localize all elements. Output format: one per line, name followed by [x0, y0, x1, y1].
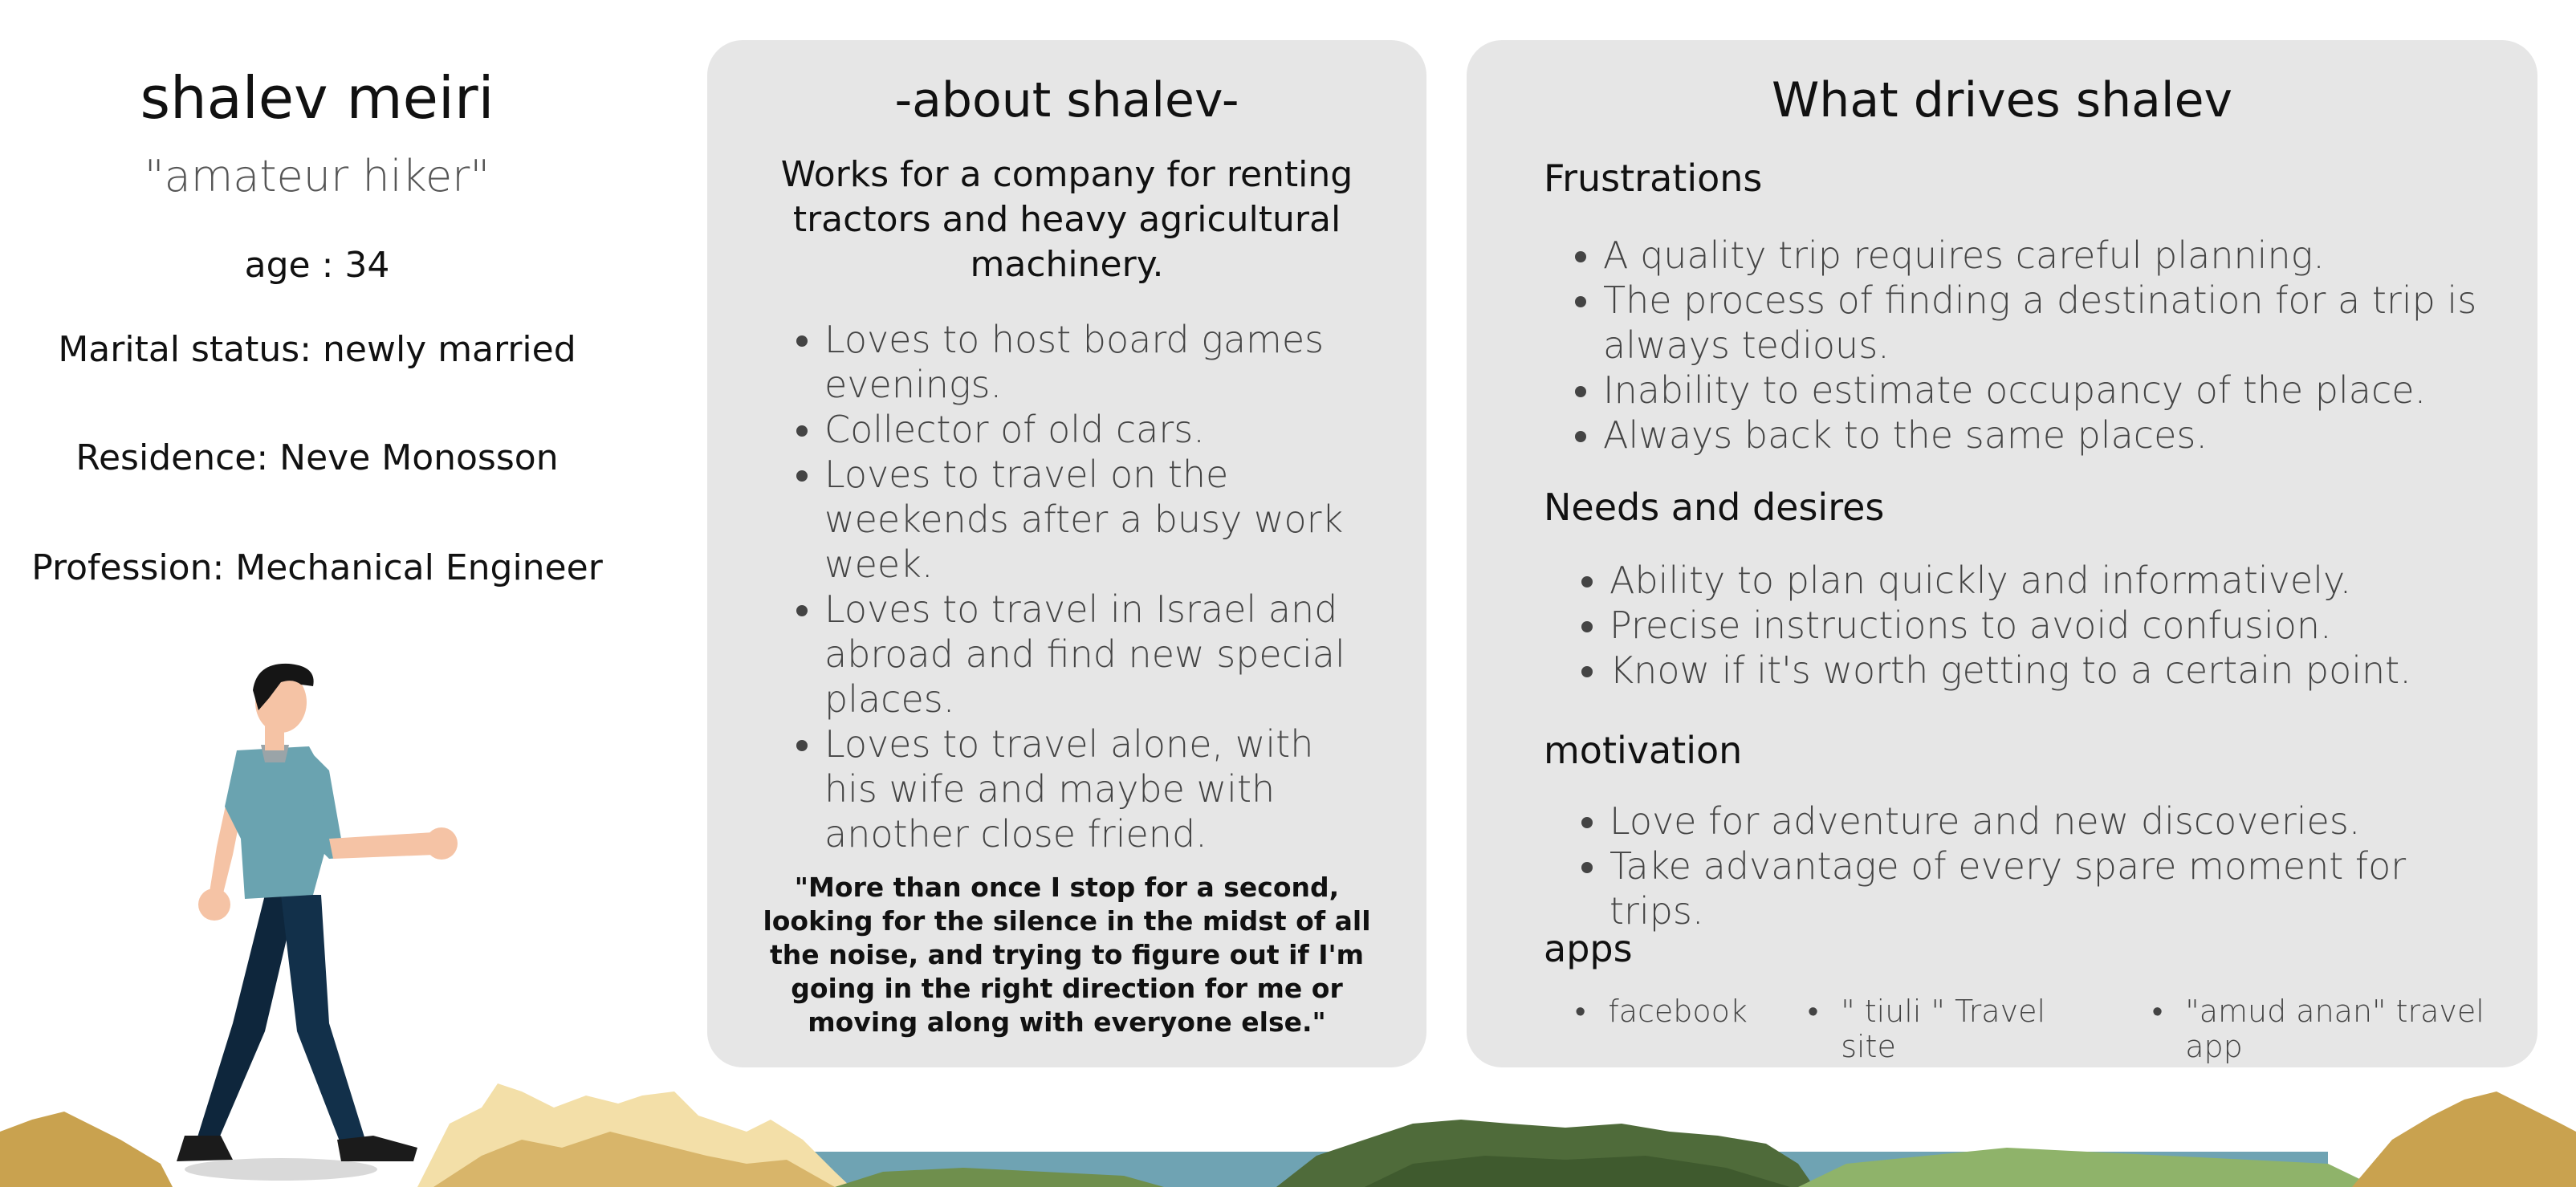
persona-profession: Profession: Mechanical Engineer: [31, 547, 603, 588]
persona-quote: "More than once I stop for a second, looking for the silence in the midst of all the noise, and trying to figure out if I'm going in the right direction for me or moving along with everyone else.": [763, 872, 1371, 1038]
persona-residence: Residence: Neve Monosson: [75, 437, 559, 478]
about-intro: Works for a company for renting tractors and heavy agricultural machinery.: [780, 154, 1353, 285]
drives-card: [1467, 40, 2537, 1067]
app-item-amud-anan: "amud anan" travel app: [2185, 994, 2484, 1064]
persona-tagline: "amateur hiker": [144, 151, 490, 201]
persona-marital-status: Marital status: newly married: [58, 329, 576, 370]
persona-age: age : 34: [244, 245, 390, 286]
about-title: -about shalev-: [894, 72, 1239, 128]
apps-heading: apps: [1544, 927, 1633, 970]
motivation-list: [1609, 799, 2489, 933]
walking-person-illustration: [169, 654, 474, 1184]
list-item: • Love for adventure and new discoveries.: [1609, 799, 2489, 844]
bullet-icon: •: [1807, 994, 1819, 1029]
needs-list: [1609, 558, 2489, 693]
list-item: • Always back to the same places.: [1603, 413, 2489, 457]
list-item: • Know if it's worth getting to a certain point.: [1609, 648, 2489, 693]
needs-heading: Needs and desires: [1544, 486, 1885, 529]
list-item: • Loves to travel in Israel and abroad and find new special places.: [824, 587, 1370, 722]
list-item: • Inability to estimate occupancy of the place.: [1603, 368, 2489, 413]
drives-title: What drives shalev: [1771, 72, 2233, 128]
list-item: • Collector of old cars.: [824, 407, 1370, 452]
list-item: • Loves to travel alone, with his wife and maybe with another close friend.: [824, 722, 1370, 856]
list-item: • Take advantage of every spare moment for trips.: [1609, 844, 2489, 933]
frustrations-heading: Frustrations: [1544, 157, 1763, 200]
list-item: • Loves to host board games evenings.: [824, 317, 1370, 407]
app-item-facebook: facebook: [1608, 994, 1748, 1029]
frustrations-list: [1603, 233, 2489, 457]
bullet-icon: •: [2151, 994, 2163, 1029]
bullet-icon: •: [1575, 994, 1586, 1029]
list-item: • Ability to plan quickly and informatively.: [1609, 558, 2489, 603]
list-item: • Precise instructions to avoid confusion.: [1609, 603, 2489, 648]
app-item-tiuli: " tiuli " Travel site: [1841, 994, 2045, 1064]
motivation-heading: motivation: [1544, 729, 1743, 772]
list-item: • The process of finding a destination for a trip is always tedious.: [1603, 278, 2489, 368]
about-card: [707, 40, 1426, 1067]
about-list: [824, 317, 1370, 856]
apps-list: [1575, 994, 2537, 1064]
list-item: • Loves to travel on the weekends after a busy work week.: [824, 452, 1370, 587]
persona-name: shalev meiri: [140, 64, 494, 132]
list-item: • A quality trip requires careful planning.: [1603, 233, 2489, 278]
